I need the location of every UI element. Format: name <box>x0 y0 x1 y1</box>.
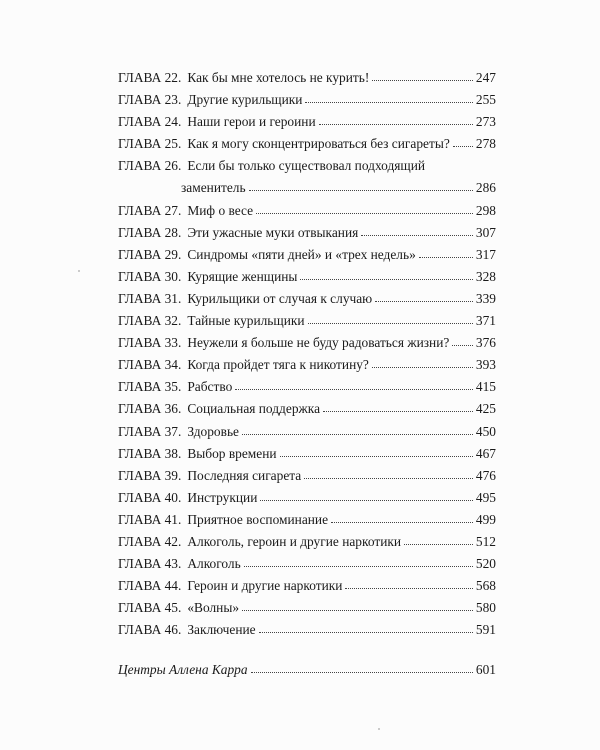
chapter-number: ГЛАВА 46. <box>118 622 182 638</box>
chapter-title: Приятное воспоминание <box>187 511 329 527</box>
chapter-title: Заключение <box>187 622 256 638</box>
toc-entry <box>118 67 496 89</box>
toc-entry <box>118 155 496 177</box>
page-number: 255 <box>475 92 496 108</box>
chapter-number: ГЛАВА 38. <box>118 445 182 461</box>
page-number: 339 <box>475 290 496 306</box>
chapter-number: ГЛАВА 40. <box>118 489 182 505</box>
dot-leader <box>244 556 473 568</box>
chapter-number: ГЛАВА 44. <box>118 578 182 594</box>
chapter-title: Миф о весе <box>187 202 254 218</box>
toc-entry <box>118 619 496 641</box>
chapter-number: ГЛАВА 37. <box>118 423 182 439</box>
chapter-title: Алкоголь <box>187 556 241 572</box>
dot-leader <box>453 136 473 148</box>
chapter-number: ГЛАВА 30. <box>118 268 182 284</box>
chapter-number: ГЛАВА 27. <box>118 202 182 218</box>
dot-leader <box>308 313 473 325</box>
page-number: 317 <box>475 246 496 262</box>
dot-leader <box>242 424 473 436</box>
chapter-number: ГЛАВА 35. <box>118 379 182 395</box>
chapter-number: ГЛАВА 32. <box>118 313 182 329</box>
chapter-number: ГЛАВА 39. <box>118 467 182 483</box>
chapter-title: Наши герои и героини <box>187 114 316 130</box>
dot-leader <box>249 180 473 192</box>
chapter-title: Тайные курильщики <box>187 313 305 329</box>
toc-entry <box>118 531 496 553</box>
chapter-title: Синдромы «пяти дней» и «трех недель» <box>187 246 416 262</box>
chapter-title: «Волны» <box>187 600 240 616</box>
dot-leader <box>256 203 473 215</box>
dot-leader <box>300 269 472 281</box>
dot-leader <box>361 225 473 237</box>
page-number: 415 <box>475 379 496 395</box>
chapter-title: Другие курильщики <box>187 92 303 108</box>
page-number: 580 <box>475 600 496 616</box>
chapter-number: ГЛАВА 26. <box>118 158 182 174</box>
toc-entry <box>118 421 496 443</box>
chapter-title: Алкоголь, героин и другие наркотики <box>187 533 402 549</box>
chapter-number: ГЛАВА 34. <box>118 357 182 373</box>
page-number: 286 <box>475 180 496 196</box>
dot-leader <box>304 468 473 480</box>
table-of-contents <box>118 67 496 682</box>
dot-leader <box>372 70 473 82</box>
toc-entry <box>118 354 496 376</box>
chapter-number: ГЛАВА 31. <box>118 290 182 306</box>
toc-entry <box>118 465 496 487</box>
chapter-title: Последняя сигарета <box>187 467 302 483</box>
chapter-number: ГЛАВА 36. <box>118 401 182 417</box>
chapter-title: Здоровье <box>187 423 239 439</box>
chapter-number: ГЛАВА 24. <box>118 114 182 130</box>
chapter-number: ГЛАВА 29. <box>118 246 182 262</box>
dot-leader <box>375 291 473 303</box>
chapter-number: ГЛАВА 25. <box>118 136 182 152</box>
page-number: 476 <box>475 467 496 483</box>
chapter-title-continuation: заменитель <box>181 180 246 196</box>
appendix-title: Центры Аллена Карра <box>118 662 248 678</box>
toc-entry <box>118 597 496 619</box>
chapter-title: Инструкции <box>187 489 258 505</box>
toc-entry-continuation <box>118 177 496 199</box>
toc-entry-appendix <box>118 659 496 681</box>
toc-entry <box>118 310 496 332</box>
page-number: 371 <box>475 313 496 329</box>
toc-entry <box>118 133 496 155</box>
toc-entry <box>118 222 496 244</box>
page-number: 591 <box>475 622 496 638</box>
dot-leader <box>260 490 473 502</box>
page-number: 512 <box>475 533 496 549</box>
chapter-title: Если бы только существовал подходящий <box>187 158 426 174</box>
chapter-title: Как бы мне хотелось не курить! <box>187 70 370 85</box>
dot-leader <box>242 600 473 612</box>
chapter-title: Рабство <box>187 379 233 395</box>
dot-leader <box>419 247 473 259</box>
page-number: 298 <box>475 202 496 218</box>
dot-leader <box>251 662 473 674</box>
chapter-number: ГЛАВА 43. <box>118 556 182 572</box>
dot-leader <box>305 92 472 104</box>
chapter-title: Эти ужасные муки отвыкания <box>187 224 359 240</box>
page-number: 601 <box>475 662 496 678</box>
page-number: 495 <box>475 489 496 505</box>
toc-entry <box>118 487 496 509</box>
toc-entry <box>118 332 496 354</box>
page-number: 307 <box>475 224 496 240</box>
chapter-number: ГЛАВА 33. <box>118 335 182 351</box>
page-number: 425 <box>475 401 496 417</box>
dot-leader <box>331 512 473 524</box>
chapter-number: ГЛАВА 45. <box>118 600 182 616</box>
page-number: 273 <box>475 114 496 130</box>
toc-entry <box>118 288 496 310</box>
section-gap <box>118 641 496 659</box>
dot-leader <box>259 622 473 634</box>
page-number: 376 <box>475 335 496 351</box>
dot-leader <box>372 357 473 369</box>
page-number: 520 <box>475 556 496 572</box>
chapter-number: ГЛАВА 42. <box>118 533 182 549</box>
toc-entry <box>118 398 496 420</box>
dot-leader <box>235 379 473 391</box>
chapter-title: Выбор времени <box>187 445 277 461</box>
chapter-title: Курящие женщины <box>187 268 298 284</box>
dot-leader <box>404 534 473 546</box>
page-number: 467 <box>475 445 496 461</box>
dot-leader <box>452 335 473 347</box>
chapter-title: Героин и другие наркотики <box>187 578 343 594</box>
page-number: 278 <box>475 136 496 152</box>
toc-entry <box>118 89 496 111</box>
page-number: 450 <box>475 423 496 439</box>
paper-speck <box>78 270 80 272</box>
toc-entry <box>118 244 496 266</box>
chapter-title: Когда пройдет тяга к никотину? <box>187 357 369 373</box>
page-number: 328 <box>475 268 496 284</box>
dot-leader <box>323 401 473 413</box>
dot-leader <box>280 446 473 458</box>
toc-entry <box>118 509 496 531</box>
toc-entry <box>118 376 496 398</box>
chapter-title: Социальная поддержка <box>187 401 321 417</box>
chapter-title: Как я могу сконцентрироваться без сигареты? <box>187 136 450 152</box>
page-number: 499 <box>475 511 496 527</box>
toc-entry <box>118 575 496 597</box>
chapter-number: ГЛАВА 22. <box>118 70 182 85</box>
toc-entry <box>118 266 496 288</box>
chapter-title: Неужели я больше не буду радоваться жизни? <box>187 335 450 351</box>
page-number: 247 <box>475 70 496 85</box>
chapter-title: Курильщики от случая к случаю <box>187 290 373 306</box>
chapter-number: ГЛАВА 41. <box>118 511 182 527</box>
toc-entry <box>118 553 496 575</box>
toc-entry <box>118 200 496 222</box>
toc-entry <box>118 443 496 465</box>
page-number: 568 <box>475 578 496 594</box>
chapter-number: ГЛАВА 28. <box>118 224 182 240</box>
chapter-number: ГЛАВА 23. <box>118 92 182 108</box>
dot-leader <box>345 578 472 590</box>
toc-entry <box>118 111 496 133</box>
paper-speck <box>378 728 380 730</box>
page-number: 393 <box>475 357 496 373</box>
dot-leader <box>319 114 473 126</box>
